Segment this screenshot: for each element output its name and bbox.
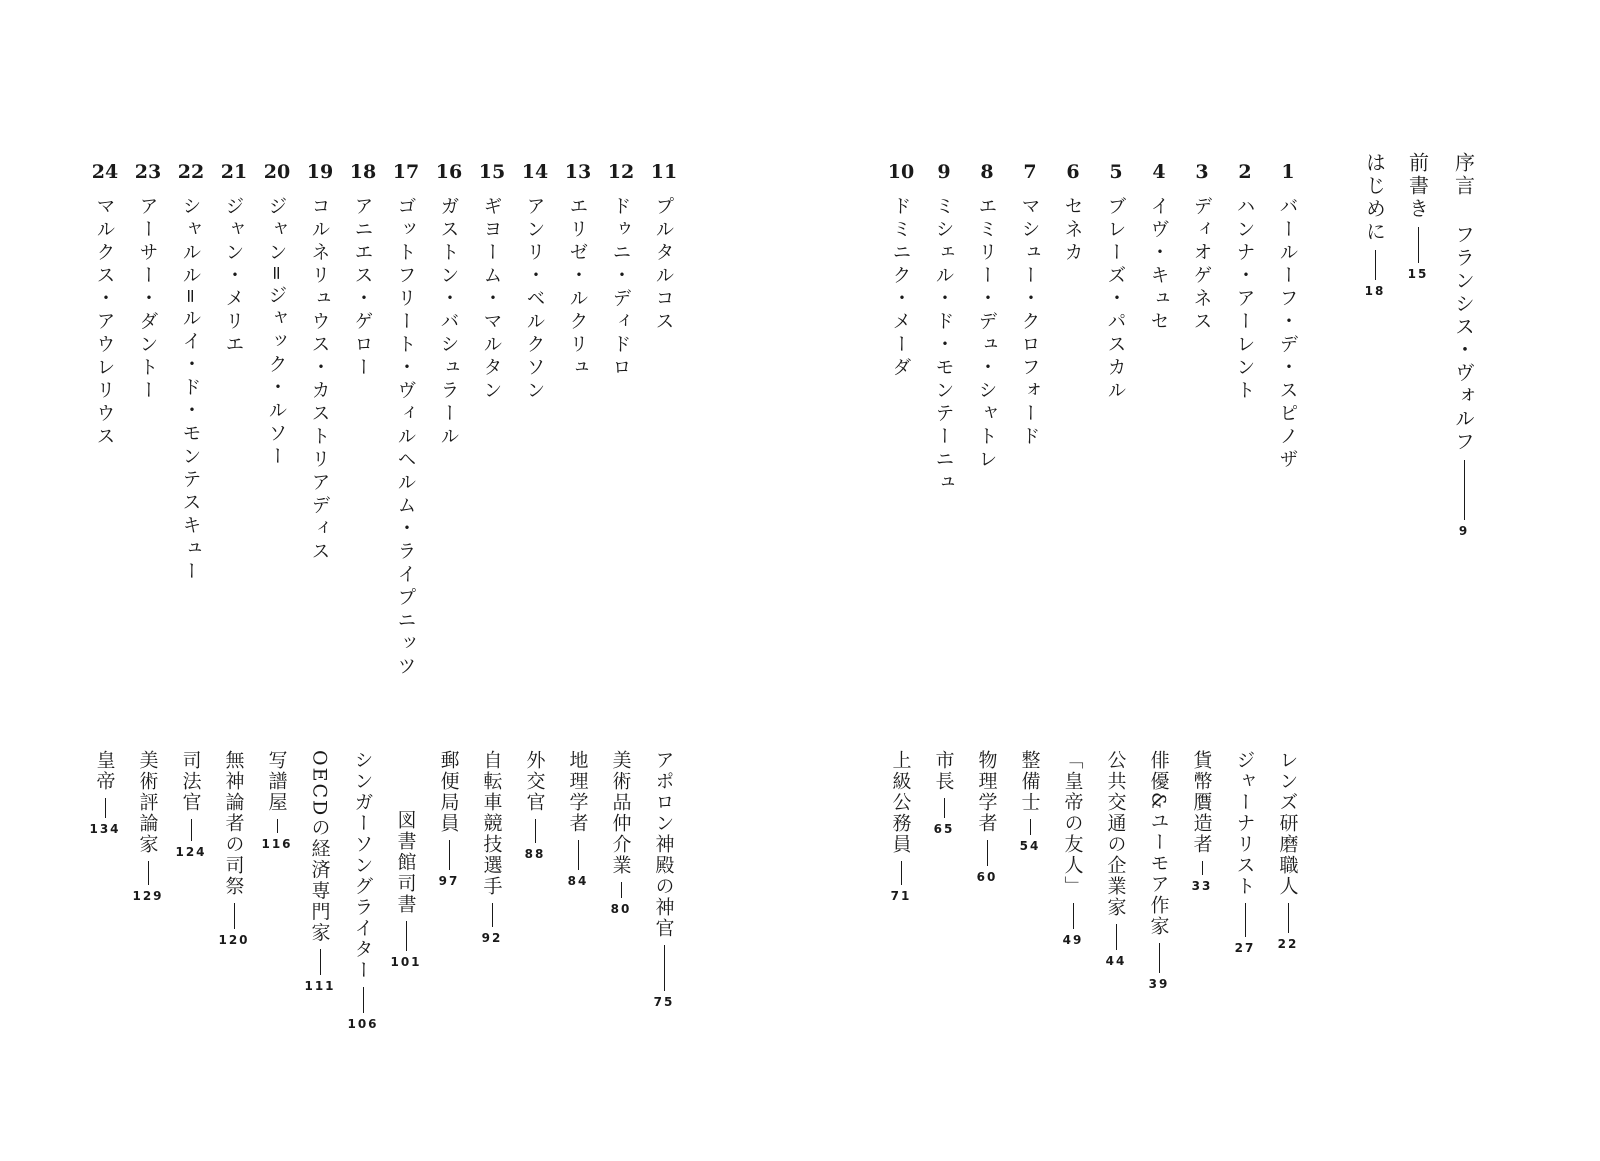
chapter-number: 6 (1066, 161, 1080, 183)
philosopher-name: マルクス・アウレリウス (93, 196, 116, 449)
job-entry (349, 750, 377, 1031)
leader-line (1418, 227, 1419, 263)
job-title: ジャーナリスト (1233, 750, 1256, 897)
job-entry (435, 750, 463, 888)
philosopher-name: ミシェル・ド・モンテーニュ (932, 196, 955, 495)
job-entry (263, 750, 291, 851)
chapter-number: 10 (887, 161, 915, 183)
job-title: 貨幣贋造者 (1190, 750, 1213, 855)
job-title: 司法官 (179, 750, 202, 813)
chapter-number: 18 (349, 161, 377, 183)
philosopher-name: ドゥニ・ディドロ (609, 196, 632, 380)
leader-line (105, 798, 106, 818)
chapter-3 (1188, 160, 1216, 893)
chapter-number: 3 (1195, 161, 1209, 183)
job-entry (306, 750, 334, 993)
chapter-9 (930, 160, 958, 836)
page-number: 116 (261, 837, 293, 851)
job-entry (1059, 750, 1087, 947)
philosopher-name: ブレーズ・パスカル (1104, 196, 1127, 403)
job-title: 公共交通の企業家 (1104, 750, 1127, 918)
job-entry (177, 750, 205, 859)
chapter-7 (1016, 160, 1044, 853)
job-title: 俳優&ユーモア作家 (1147, 750, 1170, 937)
job-title: 「皇帝の友人」 (1061, 750, 1084, 897)
page-number: 27 (1234, 941, 1256, 955)
leader-line (901, 861, 902, 885)
chapter-number: 14 (521, 161, 549, 183)
chapter-5 (1102, 160, 1130, 968)
leader-line (1159, 943, 1160, 973)
chapter-4 (1145, 160, 1173, 991)
job-entry (478, 750, 506, 945)
chapter-21 (218, 160, 250, 947)
page-number: 134 (89, 822, 121, 836)
page-number: 106 (347, 1017, 379, 1031)
front-introduction (1359, 152, 1391, 298)
philosopher-name: セネカ (1061, 196, 1084, 265)
job-entry (1274, 750, 1302, 951)
page-number: 54 (1019, 839, 1041, 853)
job-entry (650, 750, 678, 1009)
leader-line (1073, 903, 1074, 929)
chapter-number: 2 (1238, 161, 1252, 183)
chapter-number: 9 (937, 161, 951, 183)
philosopher-name: アニエス・ゲロー (351, 196, 374, 380)
chapter-number: 4 (1152, 161, 1166, 183)
chapter-12 (607, 160, 635, 916)
philosopher-name: ハンナ・アーレント (1233, 196, 1256, 403)
leader-line (1202, 861, 1203, 875)
chapter-10 (887, 160, 915, 903)
job-title: 整備士 (1018, 750, 1041, 813)
job-entry (1016, 750, 1044, 853)
chapter-number: 24 (91, 161, 119, 183)
job-entry (134, 750, 162, 903)
philosopher-name: ジャン=ジャック・ルソー (265, 196, 288, 469)
leader-line (944, 798, 945, 818)
philosopher-name: バールーフ・デ・スピノザ (1276, 196, 1299, 472)
front-foreword (1402, 152, 1434, 281)
philosopher-name: プルタルコス (652, 196, 675, 334)
job-title: 皇帝 (93, 750, 116, 792)
job-entry (973, 750, 1001, 884)
leader-line (1030, 819, 1031, 835)
philosopher-name: エミリー・デュ・シャトレ (975, 196, 998, 472)
chapter-number: 5 (1109, 161, 1123, 183)
chapter-number: 1 (1281, 161, 1295, 183)
page-number: 65 (933, 822, 955, 836)
leader-line (406, 921, 407, 951)
job-entry (220, 750, 248, 947)
leader-line (621, 882, 622, 898)
page-number: 22 (1277, 937, 1299, 951)
job-title: 無神論者の司祭 (222, 750, 245, 897)
job-title: 美術評論家 (136, 750, 159, 855)
philosopher-name: ガストン・バシュラール (437, 196, 460, 449)
philosopher-name: ドミニク・メーダ (889, 196, 912, 380)
job-entry (91, 750, 119, 836)
job-entry (564, 750, 592, 888)
job-entry (887, 750, 915, 903)
page-number: 88 (524, 847, 546, 861)
leader-line (1464, 460, 1465, 520)
job-title: 自転車競技選手 (480, 750, 503, 897)
page-number: 129 (132, 889, 164, 903)
chapter-number: 7 (1023, 161, 1037, 183)
page-number: 92 (481, 931, 503, 945)
chapter-8 (973, 160, 1001, 884)
job-title: 外交官 (523, 750, 546, 813)
job-title: レンズ研磨職人 (1276, 750, 1299, 897)
front-label: 前書き (1405, 152, 1430, 221)
chapter-number: 21 (220, 161, 248, 183)
chapter-17 (390, 160, 422, 969)
page-number: 75 (653, 995, 675, 1009)
page-number: 33 (1191, 879, 1213, 893)
front-preface (1448, 152, 1480, 538)
preface-author: フランシス・ヴォルフ (1451, 224, 1476, 454)
page-number: 111 (304, 979, 336, 994)
chapter-number: 11 (650, 161, 678, 183)
job-title: 市長 (932, 750, 955, 792)
toc-right-page (800, 0, 1600, 1161)
leader-line (191, 819, 192, 841)
page-number: 49 (1062, 933, 1084, 947)
chapter-number: 22 (177, 161, 205, 183)
page-number: 15 (1407, 267, 1429, 281)
chapter-number: 16 (435, 161, 463, 183)
job-title: OECDの経済専門家 (308, 750, 331, 944)
chapter-2 (1231, 160, 1259, 955)
philosopher-name: マシュー・クロフォード (1018, 196, 1041, 449)
page-number: 71 (890, 889, 912, 903)
chapter-number: 17 (392, 161, 420, 183)
philosopher-name: アーサー・ダントー (136, 196, 159, 403)
philosopher-name: コルネリュウス・カストリアディス (308, 196, 331, 564)
job-title: 図書館司書 (394, 810, 417, 915)
chapter-19 (304, 160, 336, 994)
job-entry (392, 810, 420, 969)
job-title: 上級公務員 (889, 750, 912, 855)
philosopher-name: ジャン・メリエ (222, 196, 245, 357)
leader-line (492, 903, 493, 927)
page-number: 44 (1105, 954, 1127, 968)
page-number: 101 (390, 955, 422, 969)
leader-line (535, 819, 536, 843)
job-title: 写譜屋 (265, 750, 288, 813)
job-title: アポロン神殿の神官 (652, 750, 675, 939)
chapter-13 (564, 160, 592, 888)
page-number: 124 (175, 845, 207, 859)
leader-line (664, 945, 665, 991)
chapter-23 (132, 160, 164, 903)
page-number: 60 (976, 870, 998, 884)
job-entry (1231, 750, 1259, 955)
job-entry (1188, 750, 1216, 893)
philosopher-name: ゴットフリート・ヴィルヘルム・ライプニッツ (394, 196, 417, 679)
leader-line (1288, 903, 1289, 933)
philosopher-name: アンリ・ベルクソン (523, 196, 546, 403)
philosopher-name: ギヨーム・マルタン (480, 196, 503, 403)
leader-line (987, 840, 988, 866)
page-number: 84 (567, 874, 589, 888)
chapter-number: 23 (134, 161, 162, 183)
chapter-22 (175, 160, 207, 859)
leader-line (1245, 903, 1246, 937)
page-number: 9 (1458, 524, 1470, 538)
leader-line (234, 903, 235, 929)
chapter-1 (1274, 160, 1302, 951)
job-entry (607, 750, 635, 916)
chapter-number: 13 (564, 161, 592, 183)
page-number: 18 (1364, 284, 1386, 298)
leader-line (578, 840, 579, 870)
job-title: 物理学者 (975, 750, 998, 834)
philosopher-name: ディオゲネス (1190, 196, 1213, 334)
job-entry (1145, 750, 1173, 991)
job-title: 地理学者 (566, 750, 589, 834)
job-title: 郵便局員 (437, 750, 460, 834)
leader-line (449, 840, 450, 870)
job-entry (1102, 750, 1130, 968)
job-entry (930, 750, 958, 836)
chapter-number: 20 (263, 161, 291, 183)
page-number: 97 (438, 874, 460, 888)
leader-line (148, 861, 149, 885)
leader-line (1116, 924, 1117, 950)
chapter-14 (521, 160, 549, 861)
chapter-number: 19 (306, 161, 334, 183)
leader-line (320, 949, 321, 975)
page-number: 39 (1148, 976, 1170, 991)
leader-line (1375, 250, 1376, 280)
chapter-18 (347, 160, 379, 1031)
page-number: 80 (610, 902, 632, 916)
chapter-11 (650, 160, 678, 1009)
leader-line (363, 987, 364, 1013)
job-entry (521, 750, 549, 861)
chapter-20 (261, 160, 293, 851)
chapter-6 (1059, 160, 1087, 947)
chapter-15 (478, 160, 506, 945)
chapter-number: 8 (980, 161, 994, 183)
front-label: 序言 (1451, 152, 1476, 198)
chapter-number: 12 (607, 161, 635, 183)
philosopher-name: イヴ・キュセ (1147, 196, 1170, 334)
job-title: 美術品仲介業 (609, 750, 632, 876)
job-title: シンガーソングライター (351, 750, 374, 981)
front-label: はじめに (1362, 152, 1387, 244)
chapter-number: 15 (478, 161, 506, 183)
chapter-24 (89, 160, 121, 836)
philosopher-name: シャルル=ルイ・ド・モンテスキュー (179, 196, 202, 584)
leader-line (277, 819, 278, 833)
chapter-16 (435, 160, 463, 888)
philosopher-name: エリゼ・ルクリュ (566, 196, 589, 380)
page-number: 120 (218, 933, 250, 947)
